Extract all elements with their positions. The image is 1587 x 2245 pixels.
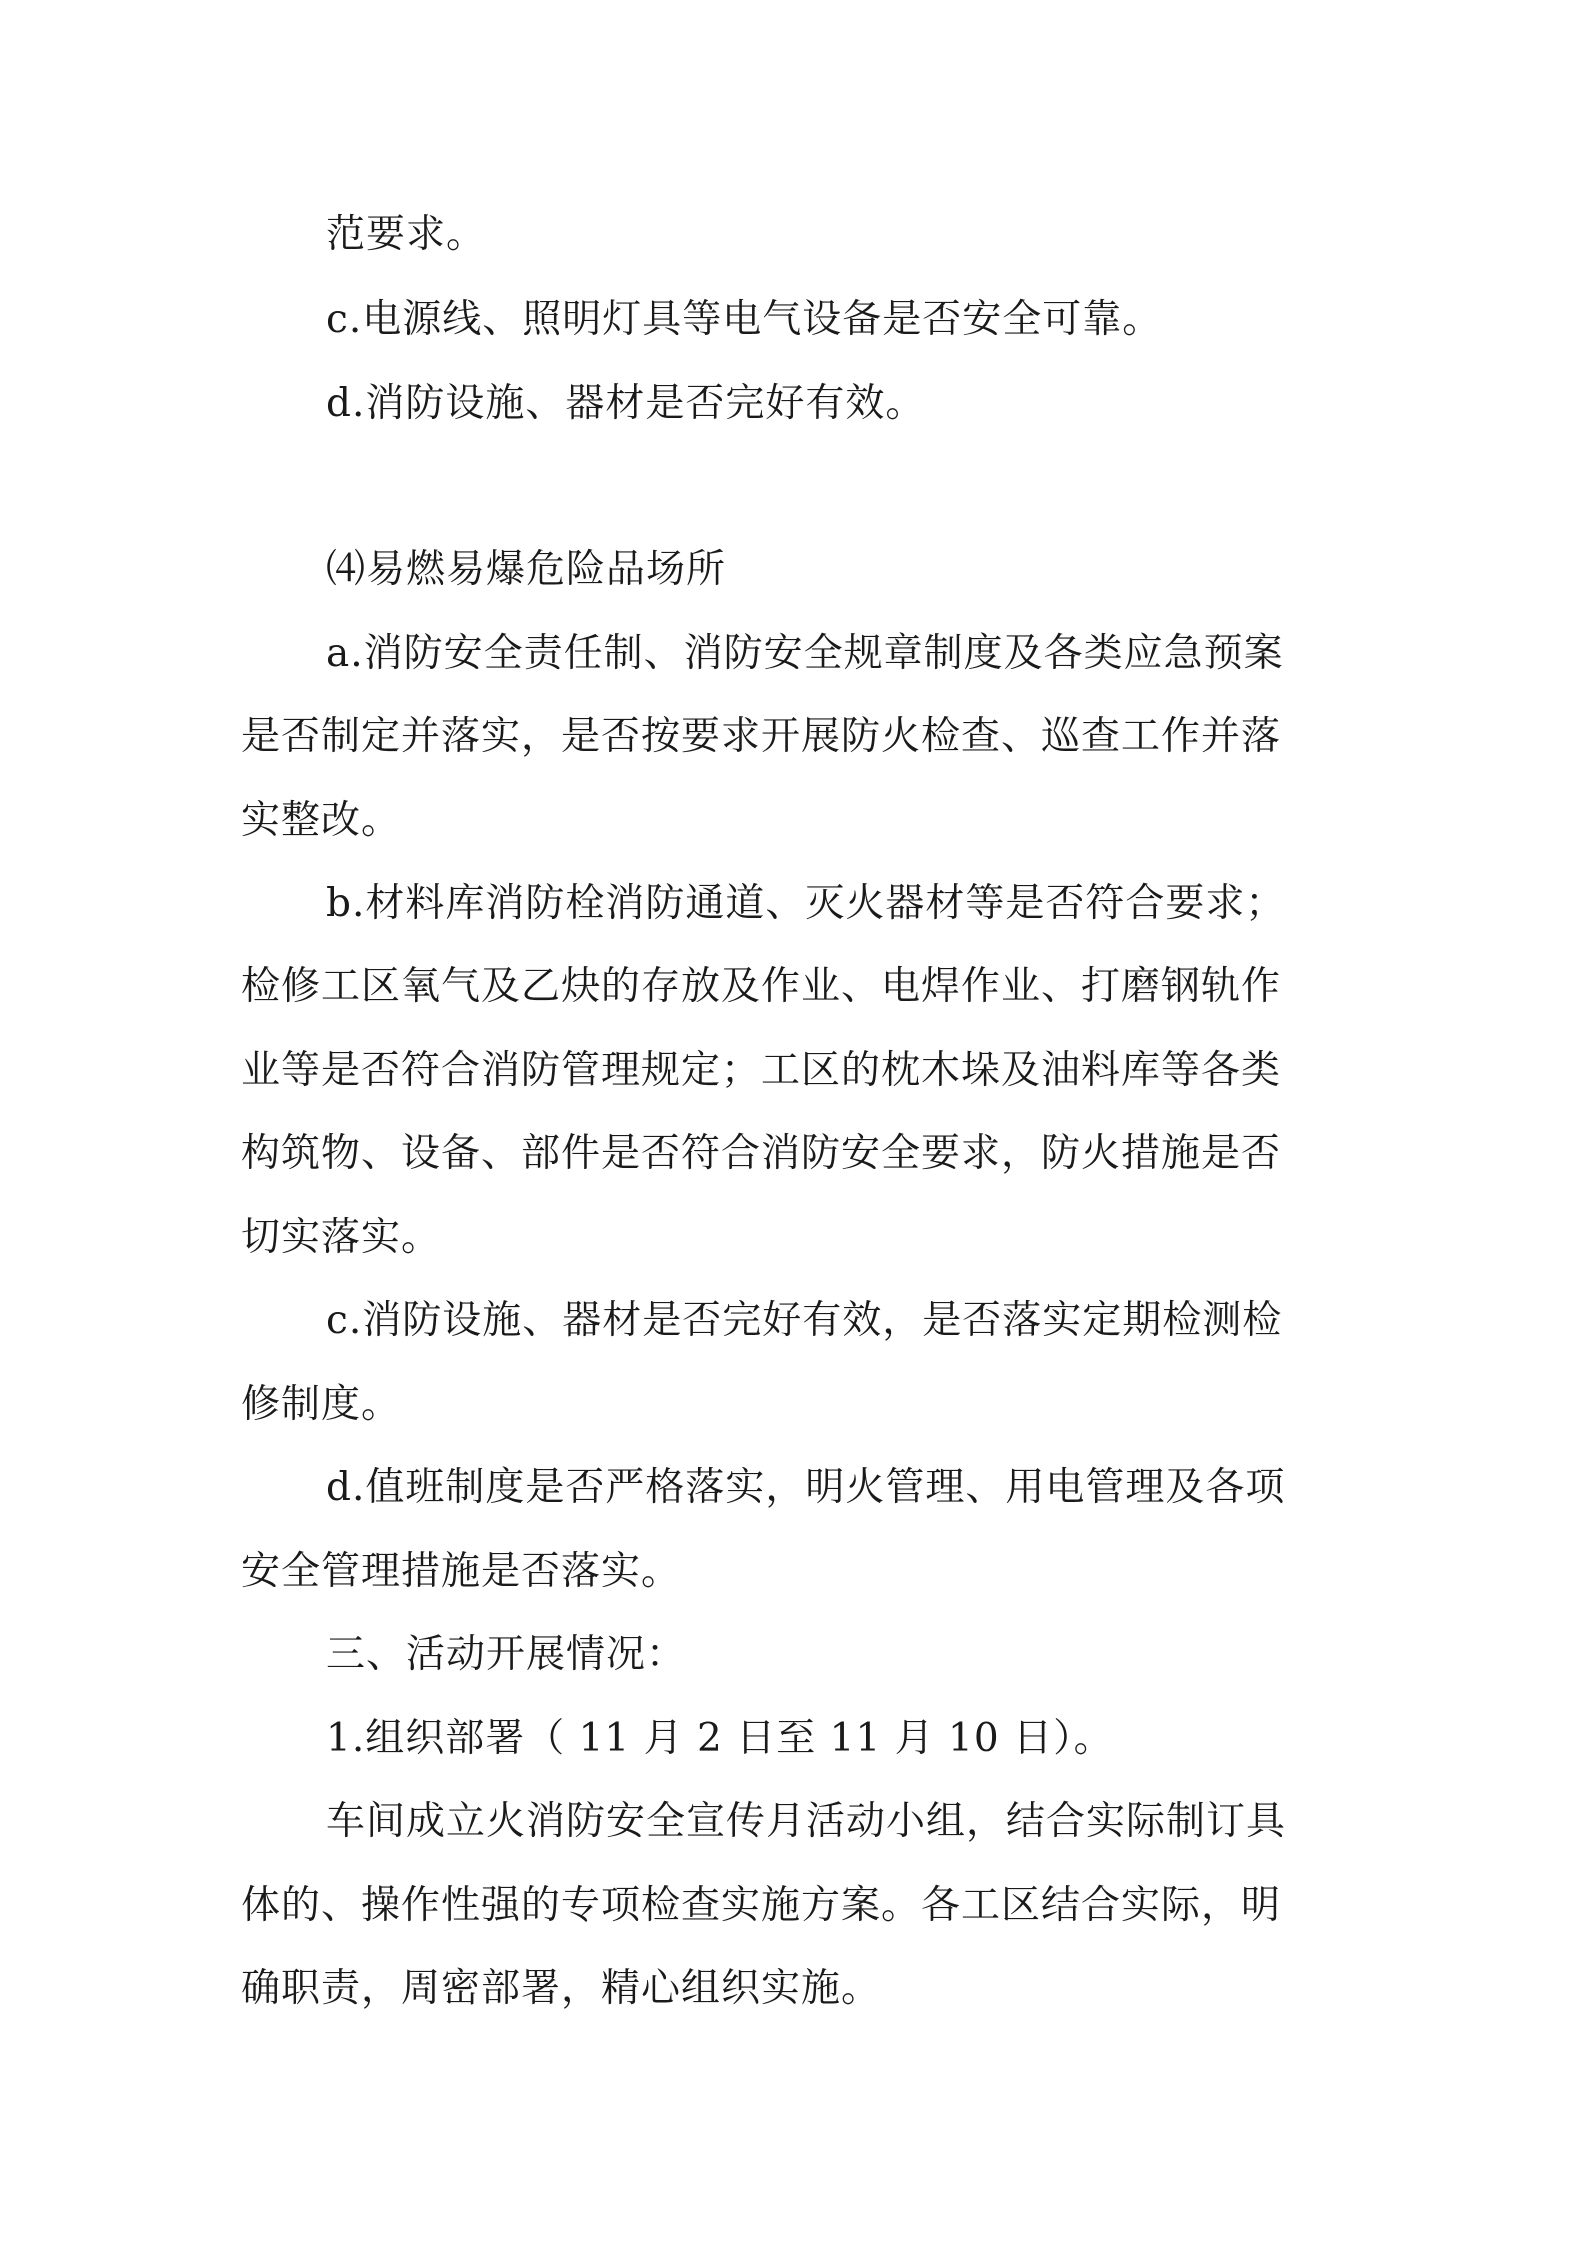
paragraph-line: 切实落实。	[241, 1215, 442, 1260]
section-heading: 三、活动开展情况：	[326, 1632, 687, 1677]
paragraph-line: c.电源线、照明灯具等电气设备是否安全可靠。	[326, 297, 1163, 342]
paragraph-line: d.消防设施、器材是否完好有效。	[326, 381, 926, 426]
paragraph-line: c.消防设施、器材是否完好有效，是否落实定期检测检	[326, 1298, 1283, 1343]
paragraph-line: 车间成立火消防安全宣传月活动小组，结合实际制订具	[326, 1799, 1287, 1844]
paragraph-line: d.值班制度是否严格落实，明火管理、用电管理及各项	[326, 1465, 1286, 1510]
paragraph-line: 范要求。	[326, 212, 487, 257]
section-heading: ⑷易燃易爆危险品场所	[326, 547, 727, 592]
paragraph-line: 是否制定并落实，是否按要求开展防火检查、巡查工作并落	[241, 714, 1282, 759]
paragraph-line: 安全管理措施是否落实。	[241, 1549, 682, 1594]
paragraph-line: 业等是否符合消防管理规定；工区的枕木垛及油料库等各类	[241, 1048, 1282, 1093]
paragraph-line: 检修工区氧气及乙炔的存放及作业、电焊作业、打磨钢轨作	[241, 964, 1282, 1009]
paragraph-line: 体的、操作性强的专项检查实施方案。各工区结合实际，明	[241, 1883, 1282, 1928]
paragraph-line: 1.组织部署（ 11 月 2 日至 11 月 10 日）。	[326, 1716, 1114, 1761]
paragraph-line: 构筑物、设备、部件是否符合消防安全要求，防火措施是否	[241, 1131, 1282, 1176]
paragraph-line: a.消防安全责任制、消防安全规章制度及各类应急预案	[326, 631, 1284, 676]
paragraph-line: 修制度。	[241, 1382, 402, 1427]
paragraph-line: b.材料库消防栓消防通道、灭火器材等是否符合要求；	[326, 881, 1286, 926]
paragraph-line: 实整改。	[241, 798, 402, 843]
paragraph-line: 确职责，周密部署，精心组织实施。	[241, 1966, 882, 2011]
